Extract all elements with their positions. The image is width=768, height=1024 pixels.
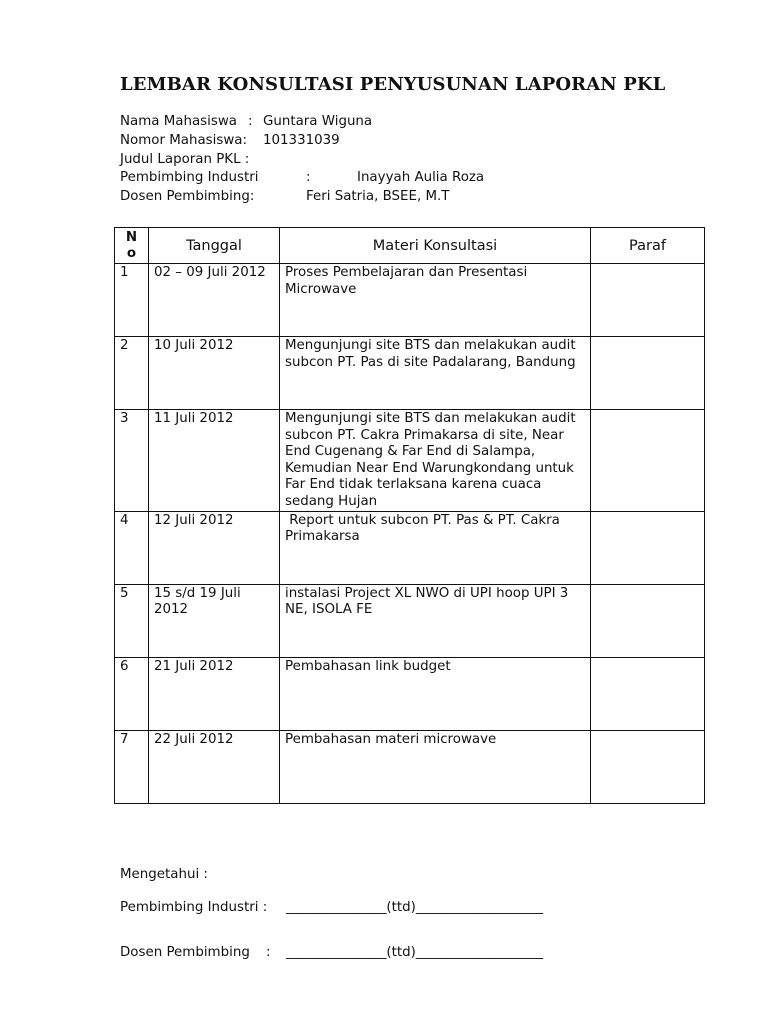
cell-paraf[interactable] <box>591 337 705 410</box>
cell-materi: Pembahasan link budget <box>280 657 591 730</box>
cell-no: 3 <box>115 410 149 512</box>
cell-no: 2 <box>115 337 149 410</box>
signature-line[interactable]: _______________(ttd)___________________ <box>286 900 544 915</box>
mengetahui-label: Mengetahui : <box>120 867 208 882</box>
cell-materi: Pembahasan materi microwave <box>280 730 591 803</box>
cell-paraf[interactable] <box>591 584 705 657</box>
table-row <box>115 730 705 803</box>
cell-no: 4 <box>115 511 149 584</box>
header-no-line2: o <box>126 245 137 261</box>
header-paraf: Paraf <box>591 228 705 264</box>
signature-separator: : <box>266 945 271 960</box>
cell-tanggal: 12 Juli 2012 <box>149 511 280 584</box>
info-label: Dosen Pembimbing: <box>120 189 255 205</box>
signature-row-dosen <box>120 945 620 965</box>
info-label: Nomor Mahasiswa: <box>120 132 248 148</box>
cell-paraf[interactable] <box>591 264 705 337</box>
cell-tanggal: 02 – 09 Juli 2012 <box>149 264 280 337</box>
info-value: Guntara Wiguna <box>263 114 373 129</box>
header-no-line1: N <box>125 229 138 245</box>
table-header-row <box>115 228 705 264</box>
cell-materi: instalasi Project XL NWO di UPI hoop UPI 3 NE, ISOLA FE <box>280 584 591 657</box>
info-value: Inayyah Aulia Roza <box>357 170 485 186</box>
header-no <box>115 228 149 264</box>
document-title: LEMBAR KONSULTASI PENYUSUNAN LAPORAN PKL <box>120 74 666 95</box>
table-row <box>115 337 705 410</box>
info-label: Judul Laporan PKL : <box>120 151 250 167</box>
cell-tanggal: 15 s/d 19 Juli 2012 <box>149 584 280 657</box>
table-row <box>115 410 705 512</box>
info-value: 101331039 <box>263 132 340 148</box>
cell-tanggal: 10 Juli 2012 <box>149 337 280 410</box>
cell-materi: Report untuk subcon PT. Pas & PT. Cakra Primakarsa <box>280 511 591 584</box>
table-row <box>115 657 705 730</box>
info-label: Nama Mahasiswa <box>120 114 238 129</box>
table-row <box>115 584 705 657</box>
cell-tanggal: 11 Juli 2012 <box>149 410 280 512</box>
signature-label: Dosen Pembimbing <box>120 945 250 960</box>
consultation-table <box>114 227 705 804</box>
cell-no: 6 <box>115 657 149 730</box>
cell-materi: Mengunjungi site BTS dan melakukan audit subcon PT. Cakra Primakarsa di site, Near End Cugenang & Far End di Salampa, Kemudian Near End Warungkondang untuk Far End tidak terlaksana karena cuaca sedang Hujan <box>280 410 591 512</box>
signature-label: Pembimbing Industri : <box>120 900 268 915</box>
cell-no: 1 <box>115 264 149 337</box>
table-row <box>115 264 705 337</box>
info-value: Feri Satria, BSEE, M.T <box>306 189 450 205</box>
header-tanggal: Tanggal <box>149 228 280 264</box>
cell-paraf[interactable] <box>591 730 705 803</box>
info-separator: : <box>306 170 311 186</box>
info-separator: : <box>248 114 253 129</box>
cell-no: 5 <box>115 584 149 657</box>
signature-line[interactable]: _______________(ttd)___________________ <box>286 945 544 960</box>
cell-paraf[interactable] <box>591 657 705 730</box>
cell-paraf[interactable] <box>591 410 705 512</box>
table-row <box>115 511 705 584</box>
cell-materi: Mengunjungi site BTS dan melakukan audit subcon PT. Pas di site Padalarang, Bandung <box>280 337 591 410</box>
cell-no: 7 <box>115 730 149 803</box>
cell-tanggal: 22 Juli 2012 <box>149 730 280 803</box>
signature-row-industri <box>120 900 620 920</box>
cell-tanggal: 21 Juli 2012 <box>149 657 280 730</box>
header-materi: Materi Konsultasi <box>280 228 591 264</box>
cell-paraf[interactable] <box>591 511 705 584</box>
info-label: Pembimbing Industri <box>120 170 259 186</box>
cell-materi: Proses Pembelajaran dan Presentasi Microwave <box>280 264 591 337</box>
